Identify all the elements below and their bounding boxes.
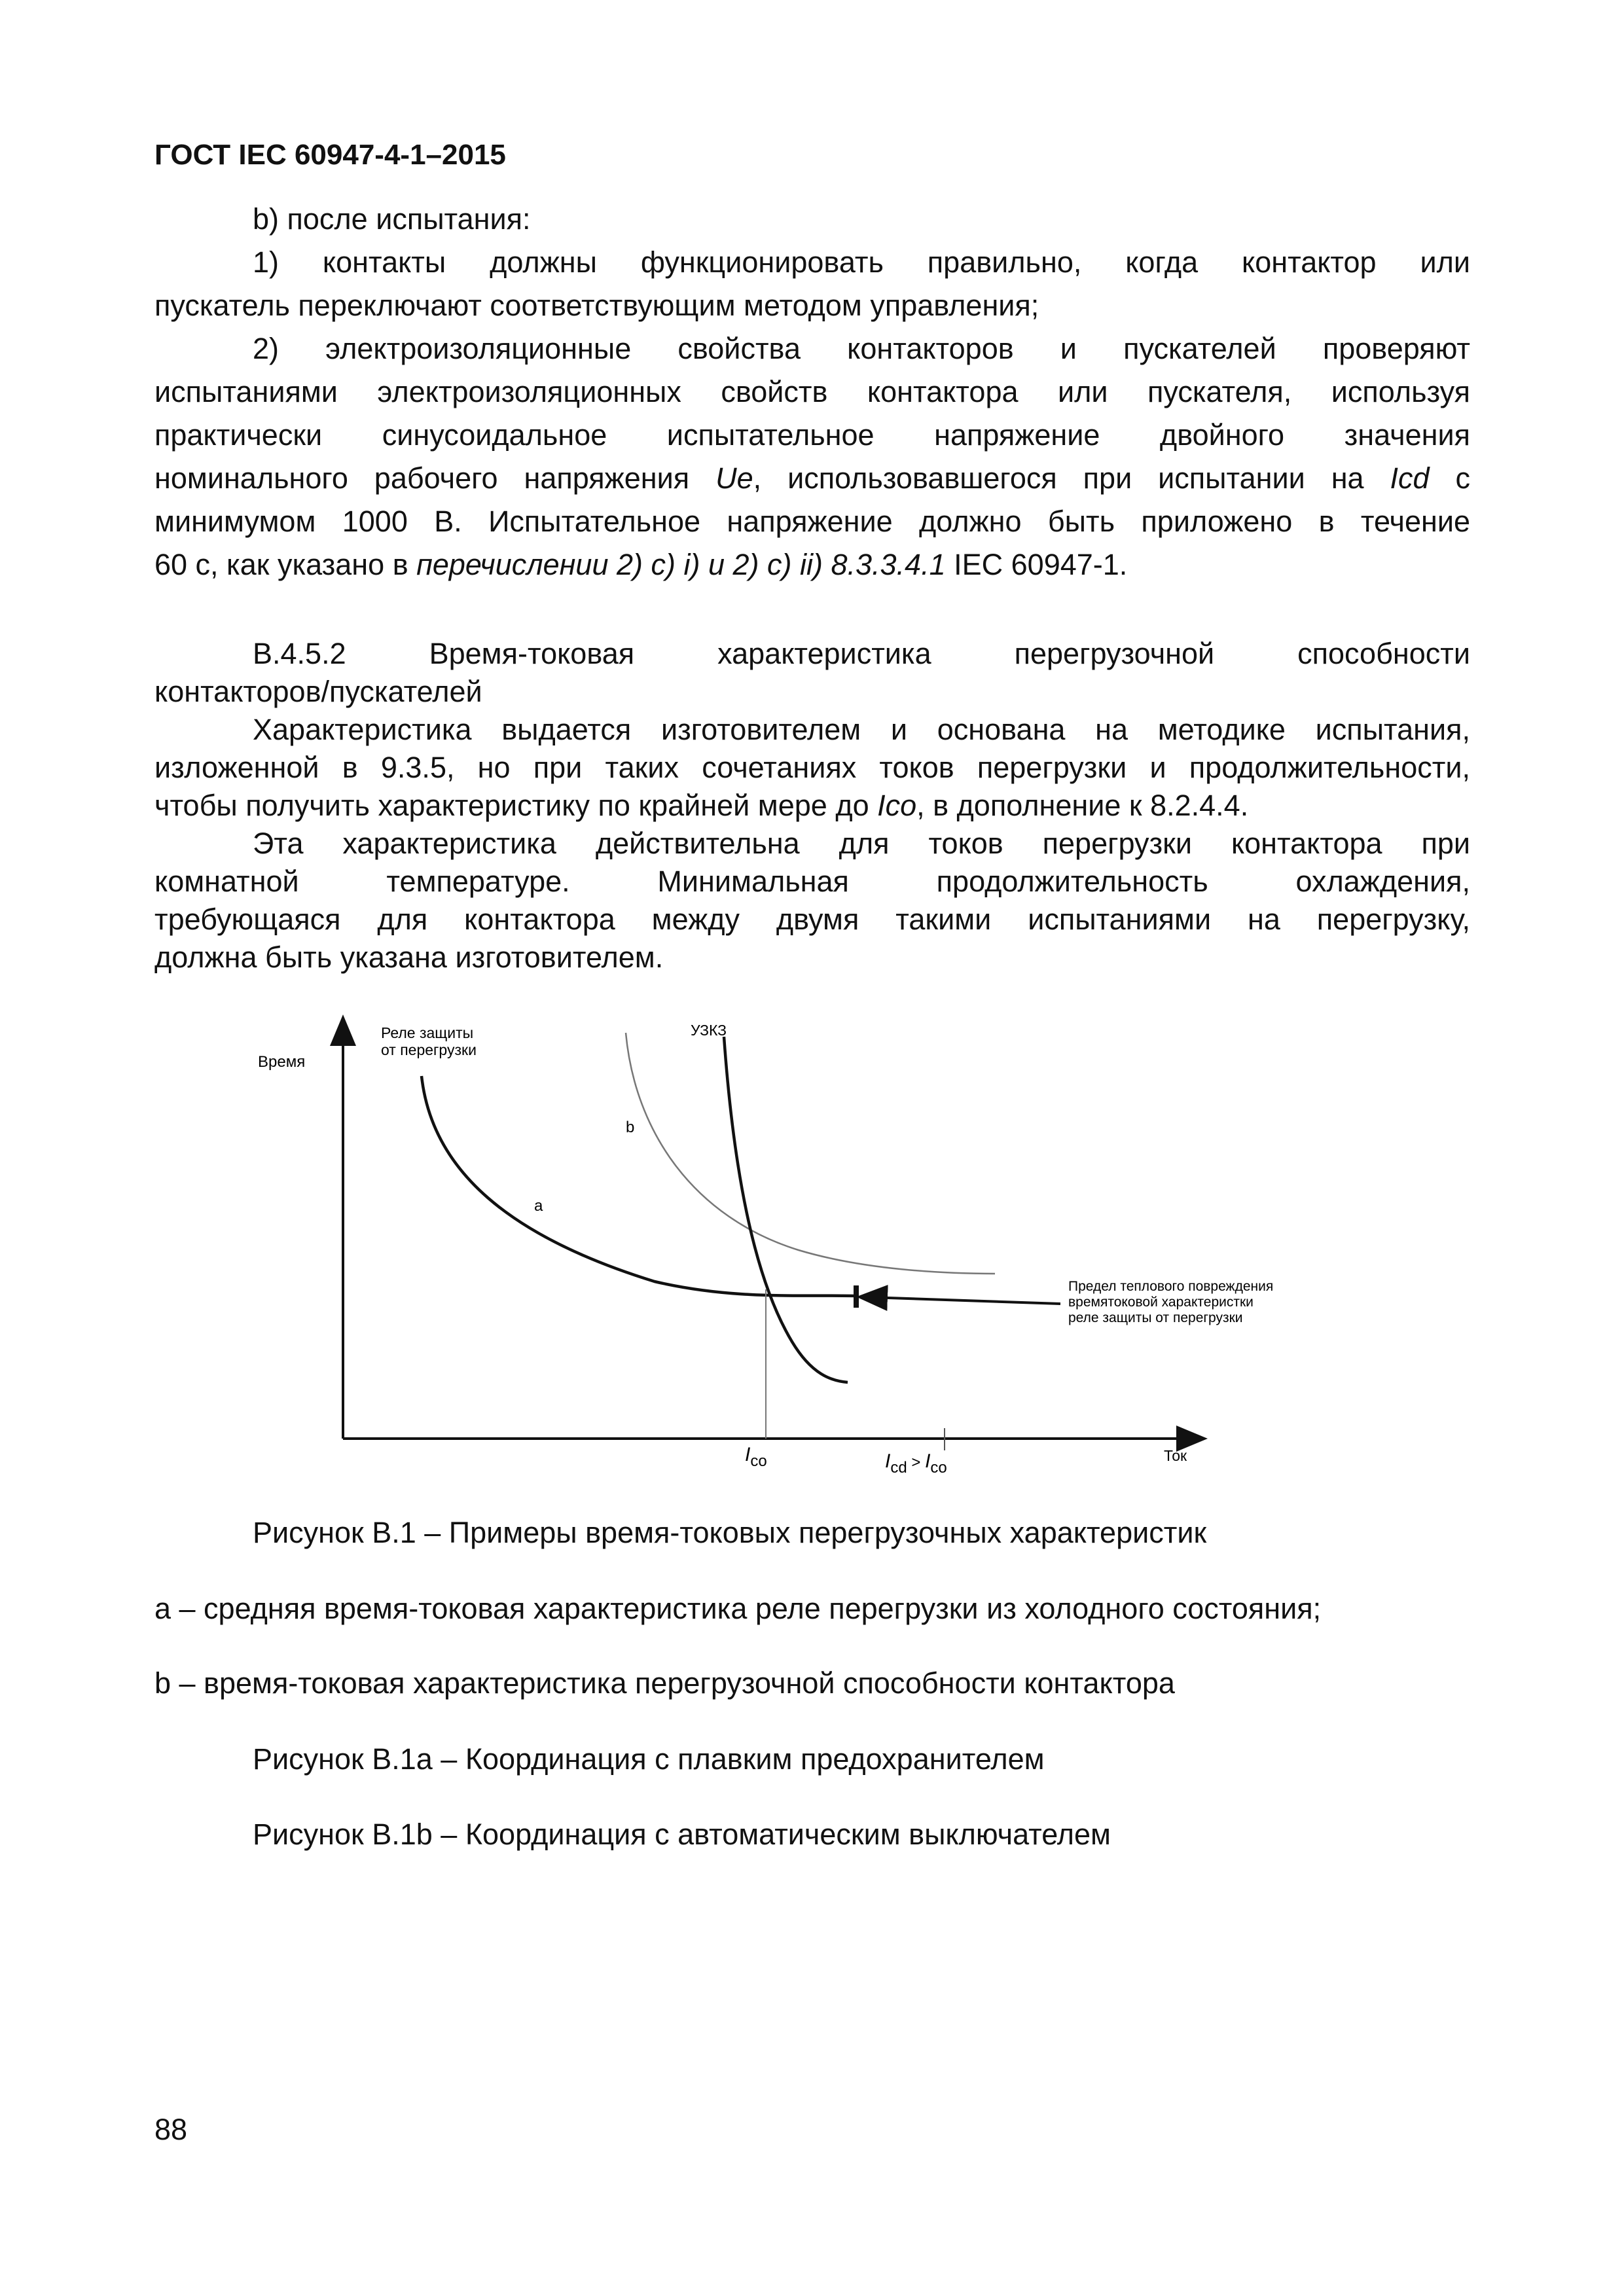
ue-symbol: Ue [715,461,753,495]
item2-line5: минимумом 1000 В. Испытательное напряжение должно быть приложено в течение [154,505,1470,538]
ico-symbol: Ico [877,789,917,822]
reference-italic: перечислении 2) c) i) и 2) c) ii) 8.3.3.4.1 [416,548,946,581]
icd-symbol: Icd [1390,461,1430,495]
item1-line1: 1) контакты должны функционировать правильно, когда контактор или [253,245,1470,279]
curve-a-label: a [534,1197,543,1215]
ico-tick-label: $I_{co}$ [745,1444,767,1470]
uzkz-label: УЗКЗ [691,1022,727,1039]
y-axis-label: Время [258,1053,306,1071]
legend-b: b – время-токовая характеристика перегрузочной способности контактора [154,1666,1175,1700]
para2-line3: требующаяся для контактора между двумя такими испытаниями на перегрузку, [154,903,1470,936]
thermal-limit-arrow [869,1297,1060,1304]
curve-a [422,1076,856,1296]
para2-line1: Эта характеристика действительна для токов перегрузки контактора при [253,827,1470,860]
item2-line3: практически синусоидальное испытательное напряжение двойного значения [154,418,1470,452]
para2-line2: комнатной температуре. Минимальная продолжительность охлаждения, [154,865,1470,898]
limit-label-2: времятоковой характеристки [1068,1295,1254,1310]
relay-label-1: Реле защиты [381,1024,474,1041]
figure-b1 [236,1001,1348,1479]
section-b-heading: b) после испытания: [253,202,531,236]
figure-b-caption: Рисунок В.1b – Координация с автоматическим выключателем [253,1818,1111,1851]
item2-line6: 60 с, как указано в перечислении 2) c) i) и 2) c) ii) 8.3.3.4.1 IEC 60947-1. [154,548,1128,581]
curve-b-label: b [626,1119,635,1136]
figure-caption: Рисунок В.1 – Примеры время-токовых перегрузочных характеристик [253,1516,1207,1549]
document-header: ГОСТ IEC 60947-4-1–2015 [154,139,506,171]
legend-a: a – средняя время-токовая характеристика реле перегрузки из холодного состояния; [154,1592,1322,1625]
x-axis-label: Ток [1164,1447,1187,1464]
section-b452-heading-line2: контакторов/пускателей [154,675,482,708]
item2-line2: испытаниями электроизоляционных свойств контактора или пускателя, используя [154,375,1470,408]
curve-b [626,1033,995,1274]
section-b [154,198,1470,586]
item1-line2: пускатель переключают соответствующим методом управления; [154,289,1039,322]
para2-line4: должна быть указана изготовителем. [154,941,664,974]
limit-label-1: Предел теплового повреждения [1068,1279,1274,1294]
section-b452 [154,635,1470,977]
curve-uzkz [724,1037,848,1382]
para1-line3: чтобы получить характеристику по крайней мере до Ico, в дополнение к 8.2.4.4. [154,789,1249,822]
item2-line1: 2) электроизоляционные свойства контакторов и пускателей проверяют [253,332,1470,365]
figure-a-caption: Рисунок В.1a – Координация с плавким предохранителем [253,1742,1045,1776]
para1-line2: изложенной в 9.3.5, но при таких сочетаниях токов перегрузки и продолжительности, [154,751,1470,784]
limit-label-3: реле защиты от перегрузки [1068,1310,1243,1325]
para1-line1: Характеристика выдается изготовителем и основана на методике испытания, [253,713,1470,746]
time-current-chart [236,1001,1348,1479]
item2-line4: номинального рабочего напряжения Ue, использовавшегося при испытании на Icd с [154,461,1470,495]
section-b452-heading: В.4.5.2 Время-токовая характеристика перегрузочной способности [253,637,1470,670]
icd-tick-label: $I_{cd}$ > $I_{co}$ [885,1450,947,1477]
relay-label-2: от перегрузки [381,1041,477,1058]
page-number: 88 [154,2113,188,2146]
